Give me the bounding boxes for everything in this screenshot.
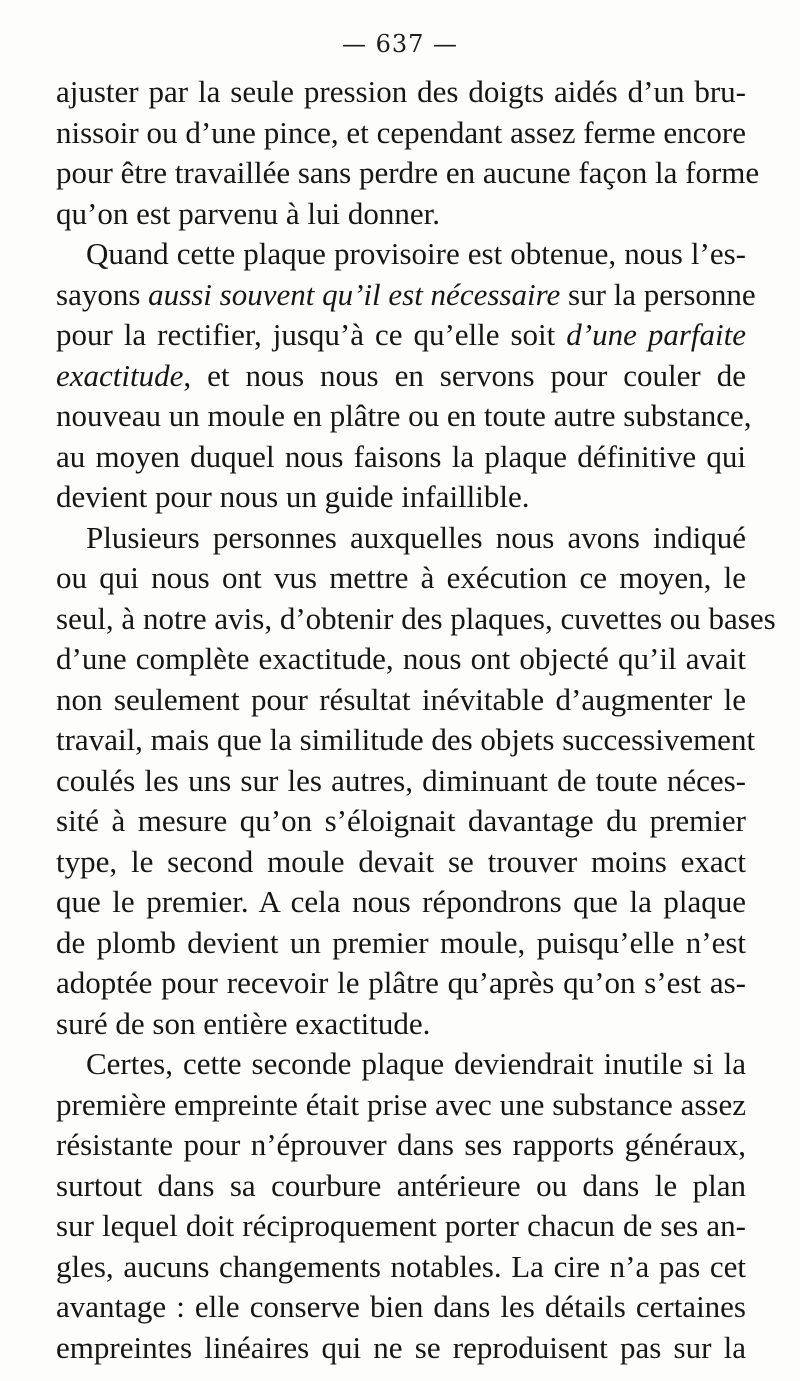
- text-segment: Plusieurs personnes auxquelles nous avons indiqué: [86, 519, 746, 555]
- text-segment: que le premier. A cela nous répondrons que la plaque: [56, 884, 746, 919]
- italic-text: exactitude: [56, 357, 184, 393]
- text-segment: qu’on est parvenu à lui donner.: [56, 195, 440, 231]
- text-line: [56, 477, 746, 518]
- text-line: [56, 234, 746, 275]
- text-line: [56, 1287, 746, 1328]
- text-segment: sur la personne: [560, 276, 756, 312]
- text-line: [56, 1247, 746, 1288]
- text-line: [56, 113, 746, 154]
- page-number: — 637 —: [341, 30, 459, 58]
- text-segment: devient pour nous un guide infaillible.: [56, 479, 530, 514]
- text-line: [56, 558, 746, 599]
- text-line: [56, 923, 746, 964]
- text-segment: suré de son entière exactitude.: [56, 1005, 431, 1041]
- text-line: [56, 963, 746, 1004]
- body-text: [56, 72, 776, 1368]
- text-segment: surtout dans sa courbure antérieure ou dans le plan: [56, 1167, 746, 1203]
- text-line: [56, 1166, 746, 1207]
- italic-text: aussi souvent qu’il est nécessaire: [148, 276, 561, 312]
- text-line: [56, 396, 752, 437]
- text-line: [56, 720, 756, 761]
- text-segment: nissoir ou d’une pince, et cependant assez ferme encore: [56, 114, 746, 150]
- text-line: [56, 1328, 746, 1369]
- text-line: [56, 194, 746, 235]
- text-segment: de plomb devient un premier moule, puisqu’elle n’est: [56, 924, 746, 960]
- text-segment: , et nous nous en servons pour couler de: [183, 357, 746, 393]
- text-segment: au moyen duquel nous faisons la plaque définitive qui: [56, 438, 746, 474]
- text-line: [56, 801, 746, 842]
- text-line: [56, 356, 746, 397]
- text-segment: adoptée pour recevoir le plâtre qu’après qu’on s’est as-: [56, 965, 746, 1000]
- text-segment: résistante pour n’éprouver dans ses rapports généraux,: [56, 1127, 746, 1162]
- text-line: [56, 275, 756, 316]
- text-segment: pour être travaillée sans perdre en aucune façon la forme: [56, 155, 760, 190]
- text-segment: sité à mesure qu’on s’éloignait davantage du premier: [56, 803, 746, 838]
- text-segment: ou qui nous ont vus mettre à exécution ce moyen, le: [56, 560, 746, 595]
- text-segment: seul, à notre avis, d’obtenir des plaques, cuvettes ou bases: [56, 600, 776, 636]
- text-segment: ajuster par la seule pression des doigts aidés d’un bru-: [56, 74, 746, 109]
- text-line: [56, 437, 746, 478]
- text-line: [56, 599, 776, 640]
- text-line: [56, 518, 746, 559]
- text-line: [56, 72, 746, 113]
- text-line: [56, 882, 746, 923]
- text-segment: sayons: [56, 276, 149, 312]
- text-line: [56, 315, 746, 356]
- text-line: [56, 639, 746, 680]
- text-line: [56, 1085, 746, 1126]
- text-segment: gles, aucuns changements notables. La cire n’a pas cet: [56, 1248, 746, 1284]
- text-segment: coulés les uns sur les autres, diminuant de toute néces-: [56, 762, 746, 798]
- italic-text: d’une parfaite: [566, 317, 746, 352]
- text-line: [56, 1044, 746, 1085]
- text-line: [56, 842, 746, 883]
- text-line: [56, 1125, 746, 1166]
- text-segment: avantage : elle conserve bien dans les détails certaines: [56, 1289, 746, 1324]
- text-line: [56, 1206, 746, 1247]
- text-segment: sur lequel doit réciproquement porter chacun de ses an-: [56, 1208, 746, 1243]
- text-segment: Quand cette plaque provisoire est obtenue, nous l’es-: [86, 236, 746, 271]
- text-segment: d’une complète exactitude, nous ont objecté qu’il avait: [56, 641, 746, 676]
- text-segment: travail, mais que la similitude des objets successivement: [56, 722, 756, 757]
- text-line: [56, 1004, 746, 1045]
- text-segment: type, le second moule devait se trouver moins exact: [56, 843, 746, 879]
- text-segment: Certes, cette seconde plaque deviendrait inutile si la: [86, 1046, 746, 1081]
- text-segment: empreintes linéaires qui ne se reproduisent pas sur la: [56, 1329, 746, 1365]
- text-line: [56, 761, 746, 802]
- text-segment: non seulement pour résultat inévitable d’augmenter le: [56, 681, 746, 717]
- text-line: [56, 153, 760, 194]
- text-segment: pour la rectifier, jusqu’à ce qu’elle soit: [56, 317, 567, 352]
- text-segment: nouveau un moule en plâtre ou en toute autre substance,: [56, 398, 752, 433]
- text-segment: première empreinte était prise avec une substance assez: [56, 1086, 746, 1122]
- text-line: [56, 680, 746, 721]
